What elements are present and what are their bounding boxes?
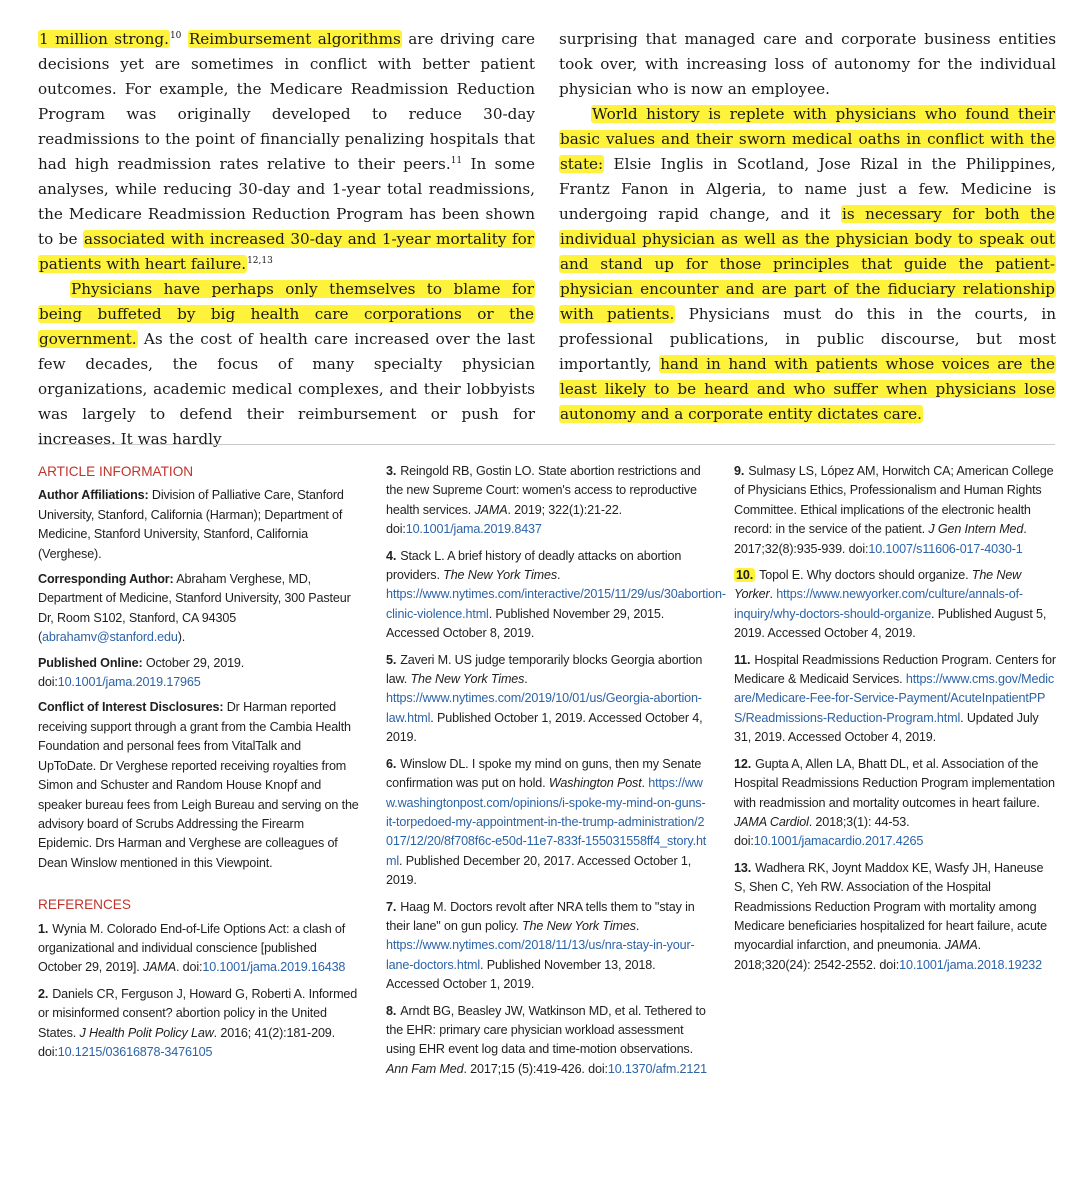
reference-item (734, 755, 1056, 852)
reference-text: Sulmasy LS, López AM, Horwitch CA; American College of Physicians Ethics, Professionalism and Human Rights Committee. Ethical implications of the electronic health record: in the service of the patient. (734, 464, 1054, 537)
info-text: Abraham Verghese, MD, Department of Medicine, Stanford University, 300 Pasteur Dr, Room S102, Stanford, CA 94305 ( (38, 572, 351, 645)
highlighted-text: Reimbursement algorithms (188, 30, 401, 48)
reference-item (386, 755, 708, 891)
reference-number: 9. (734, 464, 745, 478)
doi-link[interactable]: 10.1001/jama.2019.17965 (57, 675, 201, 690)
journal-title: The New York Times (443, 568, 557, 583)
body-column-left (38, 27, 535, 452)
highlighted-text: hand in hand with patients whose voices are the least likely to be heard and who suffer when physicians lose autonomy and a corporate entity dictates care. (560, 355, 1055, 423)
info-text: ). (177, 630, 186, 645)
info-text: October 29, 2019. (142, 655, 245, 670)
journal-title: The New York Times (522, 918, 636, 933)
journal-title: The New Yorker (734, 568, 1022, 602)
reference-number: 3. (386, 464, 397, 478)
reference-text: . (769, 587, 777, 602)
reference-item (734, 566, 1056, 644)
reference-column-3 (734, 462, 1056, 982)
journal-title: JAMA (944, 938, 978, 953)
reference-item (386, 547, 726, 644)
reference-text: Winslow DL. I spoke my mind on guns, then my Senate confirmation was put on hold. (386, 756, 702, 791)
doi-link[interactable]: 10.1001/jama.2018.19232 (899, 957, 1043, 972)
journal-title: JAMA (474, 502, 508, 517)
info-label: Author Affiliations: (38, 488, 149, 503)
journal-title: Washington Post (548, 776, 642, 791)
citation-superscript[interactable]: 10 (169, 30, 182, 41)
reference-text: . (524, 672, 528, 687)
body-paragraph (559, 102, 1056, 427)
url-link[interactable]: https://www.newyorker.com/culture/annals-of-inquiry/why-doctors-should-organize (734, 587, 1023, 621)
reference-text: Daniels CR, Ferguson J, Howard G, Roberti A. Informed or misinformed consent? abortion policy in the United States. (38, 986, 358, 1040)
conflict-of-interest (38, 698, 360, 873)
reference-column-1 (38, 462, 360, 1069)
highlighted-text: Physicians have perhaps only themselves to blame for being buffeted by big health care corporations or the government. (39, 280, 534, 348)
reference-text: . Updated July 31, 2019. Accessed October 4, 2019. (734, 710, 1039, 745)
info-label: Conflict of Interest Disclosures: (38, 700, 224, 715)
body-paragraph (38, 27, 535, 277)
info-text: doi: (38, 675, 58, 690)
reference-text: . 2018;320(24): 2542-2552. doi: (734, 938, 981, 972)
doi-link[interactable]: 10.1370/afm.2121 (607, 1061, 707, 1076)
reference-number: 11. (734, 652, 751, 667)
reference-text: . 2016; 41(2):181-209. doi: (38, 1025, 335, 1059)
reference-number: 7. (386, 899, 397, 914)
article-info-heading: ARTICLE INFORMATION (38, 464, 194, 479)
reference-number: 2. (38, 986, 49, 1001)
url-link[interactable]: https://www.nytimes.com/2018/11/13/us/nra-stay-in-your-lane-doctors.html (386, 938, 695, 972)
citation-superscript[interactable]: 11 (450, 155, 463, 166)
reference-number-highlighted: 10. (736, 568, 754, 583)
citation-superscript[interactable]: 12,13 (247, 255, 273, 266)
reference-item (38, 985, 360, 1063)
corresponding-author (38, 570, 360, 648)
reference-text: Reingold RB, Gostin LO. State abortion restrictions and the new Supreme Court: women's access to reproductive health services. (386, 464, 701, 517)
reference-text: . 2017;32(8):935-939. doi: (734, 522, 1027, 556)
reference-text: . (635, 918, 640, 933)
reference-item (386, 462, 708, 540)
body-text: In some analyses, while reducing 30-day and 1-year total readmissions, the Medicare Readmission Reduction Program has been shown to be (38, 155, 535, 248)
author-affiliations (38, 486, 360, 564)
reference-text: . Published December 20, 2017. Accessed October 1, 2019. (386, 853, 692, 888)
info-text: Division of Palliative Care, Stanford University, Stanford, California (Harman); Department of Medicine, Stanford University, Stanford, California (Verghese). (38, 488, 344, 561)
reference-item (734, 462, 1056, 559)
body-text: Physicians must do this in the courts, in professional publications, in public discourse, but most importantly, (559, 305, 1056, 373)
reference-text: Wadhera RK, Joynt Maddox KE, Wasfy JH, Haneuse S, Shen C, Yeh RW. Association of the Hospital Readmissions Reduction Program with mortality among Medicare beneficiaries hospitalized for heart failure, acute myocardial infarction, and pneumonia. (734, 860, 1048, 953)
body-column-right (559, 27, 1056, 427)
reference-number: 12. (734, 756, 752, 771)
journal-title: Ann Fam Med (386, 1061, 464, 1076)
doi-link[interactable]: 10.1001/jama.2019.16438 (202, 960, 346, 975)
reference-text: . Published October 1, 2019. Accessed October 4, 2019. (386, 710, 703, 745)
body-text: As the cost of health care increased over the last few decades, the focus of many specialty physician organizations, academic medical complexes, and their lobbyists was largely to defend their reimbursement or push for increases. It was hardly (38, 330, 535, 448)
email-link[interactable]: abrahamv@stanford.edu (42, 630, 178, 645)
reference-text: . (557, 568, 561, 583)
body-paragraph (38, 277, 535, 452)
url-link[interactable]: https://www.cms.gov/Medicare/Medicare-Fee-for-Service-Payment/AcuteInpatientPPS/Readmissions-Reduction-Program.html (734, 672, 1055, 725)
doi-link[interactable]: 10.1215/03616878-3476105 (57, 1044, 213, 1059)
highlighted-text: World history is replete with physicians who found their basic values and their sworn medical oaths in conflict with the state: (560, 105, 1055, 173)
reference-text: . doi: (175, 960, 203, 975)
body-text: are driving care decisions yet are sometimes in conflict with better patient outcomes. For example, the Medicare Readmission Reduction Program was originally developed to reduce 30-day readmissions to the point of financially penalizing hospitals that had high readmission rates relative to their peers. (38, 30, 536, 173)
reference-text: . 2018;3(1): 44-53. doi: (734, 814, 910, 849)
highlighted-text: associated with increased 30-day and 1-year mortality for patients with heart failure. (39, 230, 534, 273)
doi-link[interactable]: 10.1007/s11606-017-4030-1 (868, 541, 1023, 556)
reference-text: . Published November 29, 2015. Accessed October 8, 2019. (386, 606, 665, 641)
reference-text: Wynia M. Colorado End-of-Life Options Act: a clash of organizational and individual conscience [published October 29, 2019]. (38, 921, 346, 975)
reference-text: Gupta A, Allen LA, Bhatt DL, et al. Association of the Hospital Readmissions Reduction Program implementation with readmission and mortality outcomes in heart failure. (734, 756, 1055, 810)
reference-text: Zaveri M. US judge temporarily blocks Georgia abortion law. (386, 652, 703, 687)
reference-item (38, 920, 360, 978)
reference-column-2 (386, 462, 726, 1086)
journal-title: JAMA Cardiol (734, 814, 809, 829)
reference-text: . 2019; 322(1):21-22. doi: (386, 502, 622, 537)
reference-number: 4. (386, 548, 397, 563)
references-heading: REFERENCES (38, 897, 131, 913)
body-text: Elsie Inglis in Scotland, Jose Rizal in the Philippines, Frantz Fanon in Algeria, to name just a few. Medicine is undergoing rapid change, and it (559, 155, 1056, 223)
doi-link[interactable]: 10.1001/jama.2019.8437 (405, 522, 542, 537)
reference-text: . 2017;15 (5):419-426. doi: (463, 1061, 608, 1076)
reference-text: Hospital Readmissions Reduction Program. Centers for Medicare & Medicaid Services. (734, 652, 1056, 687)
reference-item (734, 859, 1056, 975)
reference-text: Stack L. A brief history of deadly attacks on abortion providers. (386, 548, 682, 583)
reference-item (386, 898, 708, 995)
journal-title: J Health Polit Policy Law (79, 1025, 214, 1040)
info-label: Published Online: (38, 655, 143, 670)
published-online (38, 654, 360, 693)
reference-number: 8. (386, 1003, 397, 1018)
reference-text: . (641, 776, 649, 791)
doi-link[interactable]: 10.1001/jamacardio.2017.4265 (753, 834, 924, 849)
info-label: Corresponding Author: (38, 572, 174, 587)
body-paragraph: surprising that managed care and corporate business entities took over, with increasing loss of autonomy for the individual physician who is now an employee. (559, 30, 1056, 98)
reference-text: Topol E. Why doctors should organize. (759, 568, 972, 583)
reference-number: 6. (386, 756, 397, 771)
info-text: Dr Harman reported receiving support through a grant from the Cambia Health Foundation and personal fees from VitalTalk and UpToDate. Dr Verghese reported receiving royalties from Simon and Schuster and Random House Knopf and speaker bureau fees from Leigh Bureau and serving on the advisory board of Scrubs Addressing the Firearm Epidemic. Drs Harman and Verghese are colleagues of Dean Winslow mentioned in this Viewpoint. (38, 700, 359, 870)
url-link[interactable]: https://www.washingtonpost.com/opinions/i-spoke-my-mind-on-guns-it-torpedoed-my-appointment-in-the-trump-administration/2017/12/20/8f708f6c-e50d-11e7-833f-155031558ff4_story.html (386, 776, 707, 868)
url-link[interactable]: https://www.nytimes.com/2019/10/01/us/Georgia-abortion-law.html (386, 691, 702, 725)
reference-text: . Published August 5, 2019. Accessed October 4, 2019. (734, 606, 1047, 641)
reference-item (386, 1002, 708, 1080)
reference-number: 5. (386, 652, 397, 667)
url-link[interactable]: https://www.nytimes.com/interactive/2015/11/29/us/30abortion-clinic-violence.html (386, 587, 726, 621)
reference-text: . Published November 13, 2018. Accessed October 1, 2019. (386, 957, 656, 992)
journal-title: JAMA (142, 960, 176, 975)
reference-item (734, 651, 1056, 748)
journal-title: J Gen Intern Med (928, 522, 1024, 537)
highlighted-text: 1 million strong. (39, 30, 169, 48)
highlighted-text: is necessary for both the individual physician as well as the physician body to speak out and stand up for those principles that guide the patient-physician encounter and are part of the fiduciary relationship with patients. (560, 205, 1055, 323)
journal-title: The New York Times (410, 672, 525, 687)
reference-number: 1. (38, 921, 49, 936)
section-divider (38, 444, 1055, 445)
reference-text: Haag M. Doctors revolt after NRA tells them to "stay in their lane" on gun policy. (386, 899, 695, 933)
reference-text: Arndt BG, Beasley JW, Watkinson MD, et al. Tethered to the EHR: primary care physician workload assessment using EHR event log data and time-motion observations. (386, 1003, 706, 1057)
reference-number: 13. (734, 860, 752, 875)
reference-item (386, 651, 708, 748)
